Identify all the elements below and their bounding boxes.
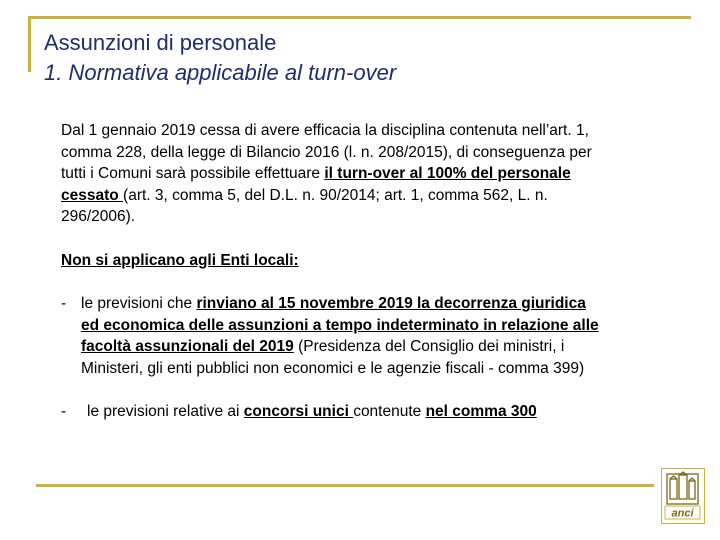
anci-logo-text: anci: [671, 507, 694, 520]
bullet-2-emphasis-2: nel comma 300: [425, 403, 537, 420]
bullet-1-text-end: (Presidenza del Consiglio dei ministri, i Ministeri, gli enti pubblici non economici e le agenzie fiscali - comma 399): [81, 338, 585, 377]
slide-subtitle: 1. Normativa applicabile al turn-over: [44, 60, 397, 85]
intro-paragraph: [61, 120, 607, 228]
intro-emphasis: il turn-over al 100% del personale cessato: [61, 165, 571, 204]
intro-text-start: Dal 1 gennaio 2019 cessa di avere efficacia la disciplina contenuta nell’art. 1, comma 228, della legge di Bilancio 2016 (l. n. 208/2015), di conseguenza per tutti i Comuni sarà possibile effettuare: [61, 122, 592, 182]
intro-text-end: (art. 3, comma 5, del D.L. n. 90/2014; art. 1, comma 562, L. n. 296/2006).: [61, 186, 548, 225]
slide-title-main: Assunzioni di personale: [44, 30, 277, 55]
slide-body: [61, 120, 607, 423]
top-border-line: [28, 16, 691, 19]
left-border-line: [28, 16, 31, 72]
bullet-dash: -: [61, 295, 67, 312]
bullet-item-2: [61, 401, 607, 423]
bullet-2-emphasis-1: concorsi unici: [243, 403, 354, 420]
section-heading: Non si applicano agli Enti locali:: [61, 251, 299, 269]
bullet-item-1: [61, 293, 607, 379]
bottom-border-line: [36, 484, 654, 487]
bullet-2-text-start: le previsioni relative ai: [87, 403, 244, 420]
slide-title: [44, 28, 396, 88]
bullet-dash: -: [61, 403, 67, 420]
anci-logo: [661, 468, 705, 524]
bullet-text: [81, 293, 607, 379]
bullet-1-emphasis: rinviano al 15 novembre 2019 la decorrenza giuridica ed economica delle assunzioni a tempo indeterminato in relazione alle facoltà assunzionali del 2019: [81, 295, 599, 355]
anci-logo-icon: [662, 469, 703, 522]
bullet-2-text-middle: contenute: [353, 403, 426, 420]
bullet-1-text-start: le previsioni che: [81, 295, 197, 312]
